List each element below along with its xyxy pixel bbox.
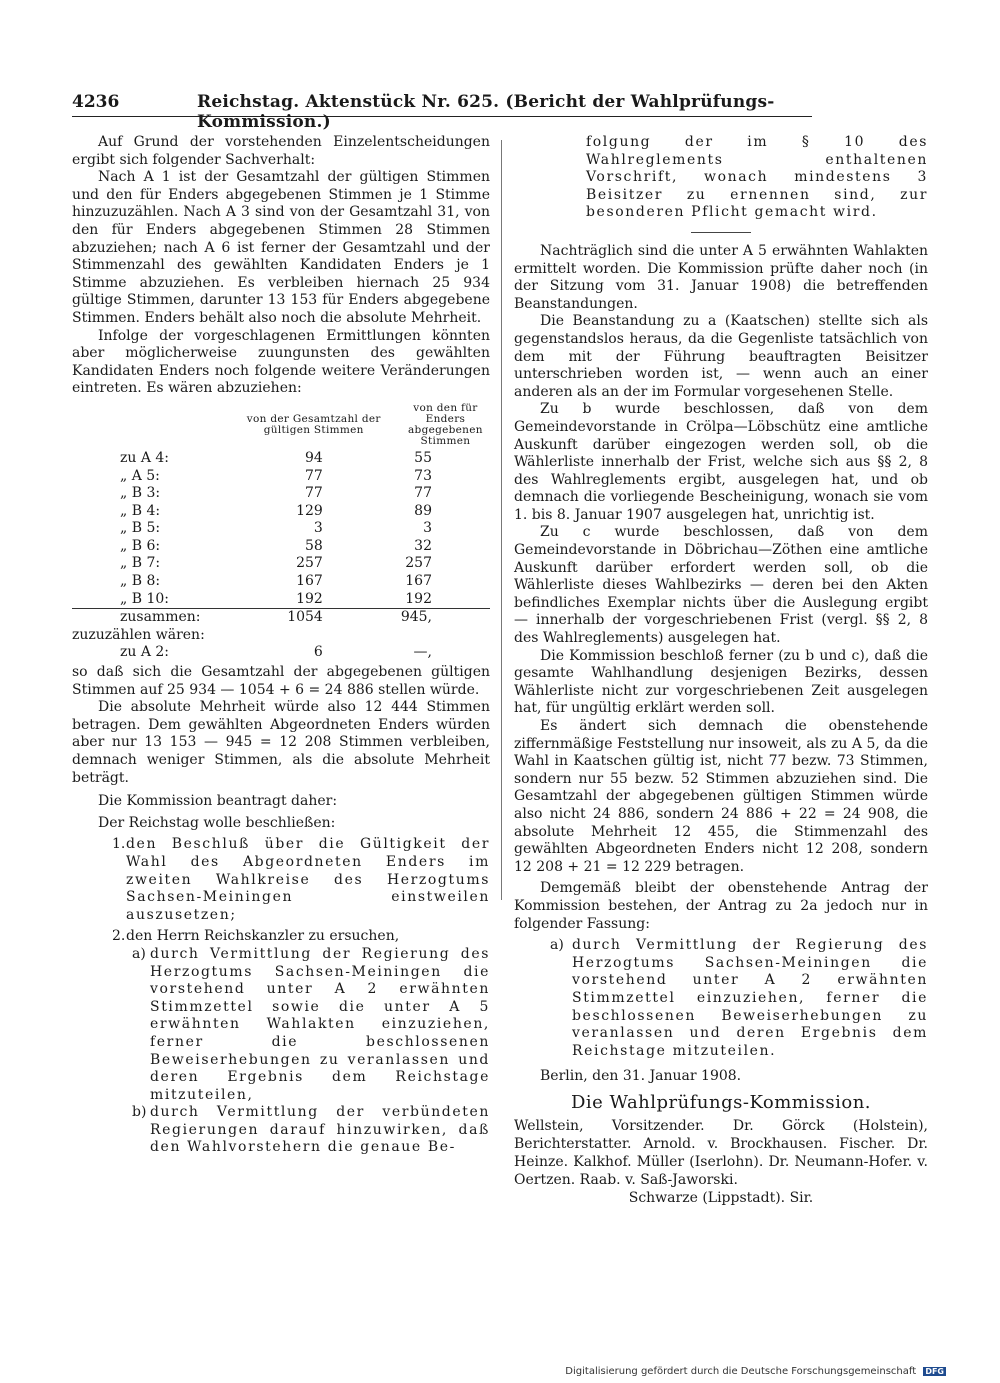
- paragraph: Die Kommission beschloß ferner (zu b und c), daß die gesamte Wahlhandlung desjenigen Bezirks, dessen Wählerliste nicht zur vorgeschriebenen Zeit ausgelegen hat, für ungültig erklärt werden soll.: [514, 647, 928, 717]
- paragraph: so daß sich die Gesamtzahl der abgegebenen gültigen Stimmen auf 25 934 — 1054 + 6 = 24 886 stellen würde.: [72, 664, 490, 698]
- table-row: „ B 7: 257 257: [120, 555, 432, 572]
- column-divider: [501, 140, 502, 900]
- paragraph: Die absolute Mehrheit würde also 12 444 Stimmen betragen. Dem gewählten Abgeordneten Enders würden aber nur 13 153 — 945 = 12 208 Stimmen verbleiben, demnach weniger Stimmen, als die absolute Mehrheit beträgt.: [72, 699, 490, 786]
- paragraph: Es ändert sich demnach die obenstehende ziffernmäßige Feststellung nur insoweit, als zu A 5, da die Wahl in Kaatschen gültig ist, nicht 77 bezw. 73 Stimmen, sondern nur 55 bezw. 52 Stimmen abzuziehen sind. Die Gesamtzahl der abgegebenen gültigen Stimmen würde also nicht 24 886, sondern 24 886 + 22 = 24 908, die absolute Mehrheit 12 455, die Stimmenzahl des gewählten Abgeordneten Enders nicht 12 208, sondern 12 208 + 21 = 12 229 betragen.: [514, 718, 928, 875]
- paragraph: Infolge der vorgeschlagenen Ermittlungen könnten aber möglicherweise zuungunsten des gewählten Kandidaten Enders noch folgende weitere Veränderungen eintreten. Es wären abzuziehen:: [72, 327, 490, 397]
- page-number: 4236: [72, 92, 120, 112]
- page-title: Reichstag. Aktenstück Nr. 625. (Bericht der Wahlprüfungs-Kommission.): [197, 92, 775, 132]
- signers: [514, 1117, 928, 1207]
- table-header-enders: von den für Enders abgegebenen Stimmen: [408, 401, 483, 447]
- page-header: [72, 92, 812, 132]
- table-row: zu A 4: 94 55: [120, 449, 432, 466]
- committee-title: Die Wahlprüfungs-Kommission.: [570, 1091, 872, 1113]
- table-row: „ B 6: 58 32: [120, 537, 432, 554]
- paragraph: folgung der im § 10 des Wahlreglements enthaltenen Vorschrift, wonach mindestens 3 Beisitzer zu ernennen sind, zur besonderen Pflicht gemacht wird.: [586, 134, 928, 221]
- paragraph: Nachträglich sind die unter A 5 erwähnten Wahlakten ermittelt worden. Die Kommission prüfte daher noch (in der Sitzung vom 31. Januar 1908) die betreffenden Beanstandungen.: [514, 242, 928, 312]
- table-add-row: zu A 2: 6 —,: [120, 644, 432, 661]
- left-column: [72, 134, 490, 1157]
- list-item: 1. den Beschluß über die Gültigkeit der Wahl des Abgeordneten Enders im zweiten Wahlkreise des Herzogtums Sachsen-Meiningen einstweilen auszusetzen;: [112, 836, 490, 923]
- paragraph: Demgemäß bleibt der obenstehende Antrag der Kommission bestehen, der Antrag zu 2a jedoch nur in folgender Fassung:: [514, 880, 928, 932]
- table-row: „ B 4: 129 89: [120, 502, 432, 519]
- paragraph: Zu c wurde beschlossen, daß von dem Gemeindevorstande in Döbrichau—Zöthen eine amtliche Auskunft darüber erfordert werden soll, ob die Wählerliste dieses Wahlbezirks — deren bei den Akten befindliches Exemplar nichts über die Auslegung ergibt — innerhalb der vorgeschriebenen Frist (vergl. §§ 2, 8 des Wahlreglements) ausgelegen hat.: [514, 524, 928, 647]
- paragraph: Auf Grund der vorstehenden Einzelentscheidungen ergibt sich folgender Sachverhalt:: [72, 134, 490, 168]
- list-subitem: a) durch Vermittlung der Regierung des Herzogtums Sachsen-Meiningen die vorstehend unter A 2 erwähnten Stimmzettel sowie die unter A 5 erwähnten Wahlakten einzuziehen, ferner die beschlossenen Beweiserhebungen zu veranlassen und deren Ergebnis dem Reichstage mitzuteilen,: [132, 945, 490, 1103]
- table-row: „ A 5: 77 73: [120, 467, 432, 484]
- paragraph: Zu b wurde beschlossen, daß von dem Gemeindevorstande in Crölpa—Löbschütz eine amtliche Auskunft darüber eingezogen werden soll, ob die Wählerliste innerhalb der Frist, welche sich aus §§ 2, 8 des Wahlreglements ergibt, ausgelegen hat, und ob demnach die vorliegende Bescheinigung, wonach sie vom 1. bis 8. Januar 1907 ausgelegen hat, unrichtig ist.: [514, 401, 928, 523]
- date-line: Berlin, den 31. Januar 1908.: [540, 1068, 742, 1085]
- divider: [691, 232, 751, 233]
- table-row: „ B 8: 167 167: [120, 573, 432, 590]
- paragraph: Die Kommission beantragt daher:: [98, 793, 338, 810]
- signers-line: Schwarze (Lippstadt). Sir.: [628, 1190, 814, 1207]
- paragraph: Die Beanstandung zu a (Kaatschen) stellte sich als gegenstandslos heraus, da die Gegenliste tatsächlich von dem mit der Führung beauftragten Beisitzer unterschrieben worden ist, — wenn auch an einer anderen als an der im Formular vorgesehenen Stelle.: [514, 313, 928, 400]
- list-subitem: b) durch Vermittlung der verbündeten Regierungen darauf hinzuwirken, daß den Wahlvorstehern die genaue Be-: [132, 1104, 490, 1156]
- signers-line: Wellstein, Vorsitzender. Dr. Görck (Holstein), Berichterstatter. Arnold. v. Brockhausen. Fischer. Dr. Heinze. Kalkhof. Müller (Iserlohn). Dr. Neumann-Hofer. v. Oertzen. Raab. v. Saß-Jaworski.: [514, 1118, 928, 1189]
- right-column: [514, 134, 928, 1207]
- paragraph: Nach A 1 ist der Gesamtzahl der gültigen Stimmen und den für Enders abgegebenen Stimmen je 1 Stimme hinzuzuzählen. Nach A 3 sind von der Gesamtzahl 31, von den für Enders abgegebenen Stimmen 28 Stimmen abzuziehen; nach A 6 ist ferner der Gesamtzahl und der Stimmenzahl des gewählten Kandidaten Enders je 1 Stimme abzuziehen. Es verbleiben hiernach 25 934 gültige Stimmen, darunter 13 153 für Enders abgegebene Stimmen. Enders behält also noch die absolute Mehrheit.: [72, 169, 490, 326]
- table-add-heading: zuzuzählen wären:: [72, 626, 205, 643]
- table-row: „ B 3: 77 77: [120, 485, 432, 502]
- list-subitem: a) durch Vermittlung der Regierung des Herzogtums Sachsen-Meiningen die vorstehend unter A 2 erwähnten Stimmzettel einzuziehen, ferner die beschlossenen Beweiserhebungen zu veranlassen und deren Ergebnis dem Reichstage mitzuteilen.: [550, 937, 928, 1059]
- paragraph: Der Reichstag wolle beschließen:: [98, 814, 336, 831]
- table-row: „ B 10: 192 192: [120, 590, 432, 607]
- dfg-logo: DFG: [925, 1367, 944, 1376]
- footer-text: Digitalisierung gefördert durch die Deutsche Forschungsgemeinschaft: [565, 1366, 917, 1377]
- table-sum-row: zusammen: 1054 945,: [72, 609, 490, 627]
- table-header-total: von der Gesamtzahl der gültigen Stimmen: [246, 412, 381, 436]
- list-item: 2. den Herrn Reichskanzler zu ersuchen,: [112, 928, 400, 945]
- footer: [565, 1366, 946, 1377]
- vote-table: [72, 402, 490, 662]
- table-row: „ B 5: 3 3: [120, 520, 432, 537]
